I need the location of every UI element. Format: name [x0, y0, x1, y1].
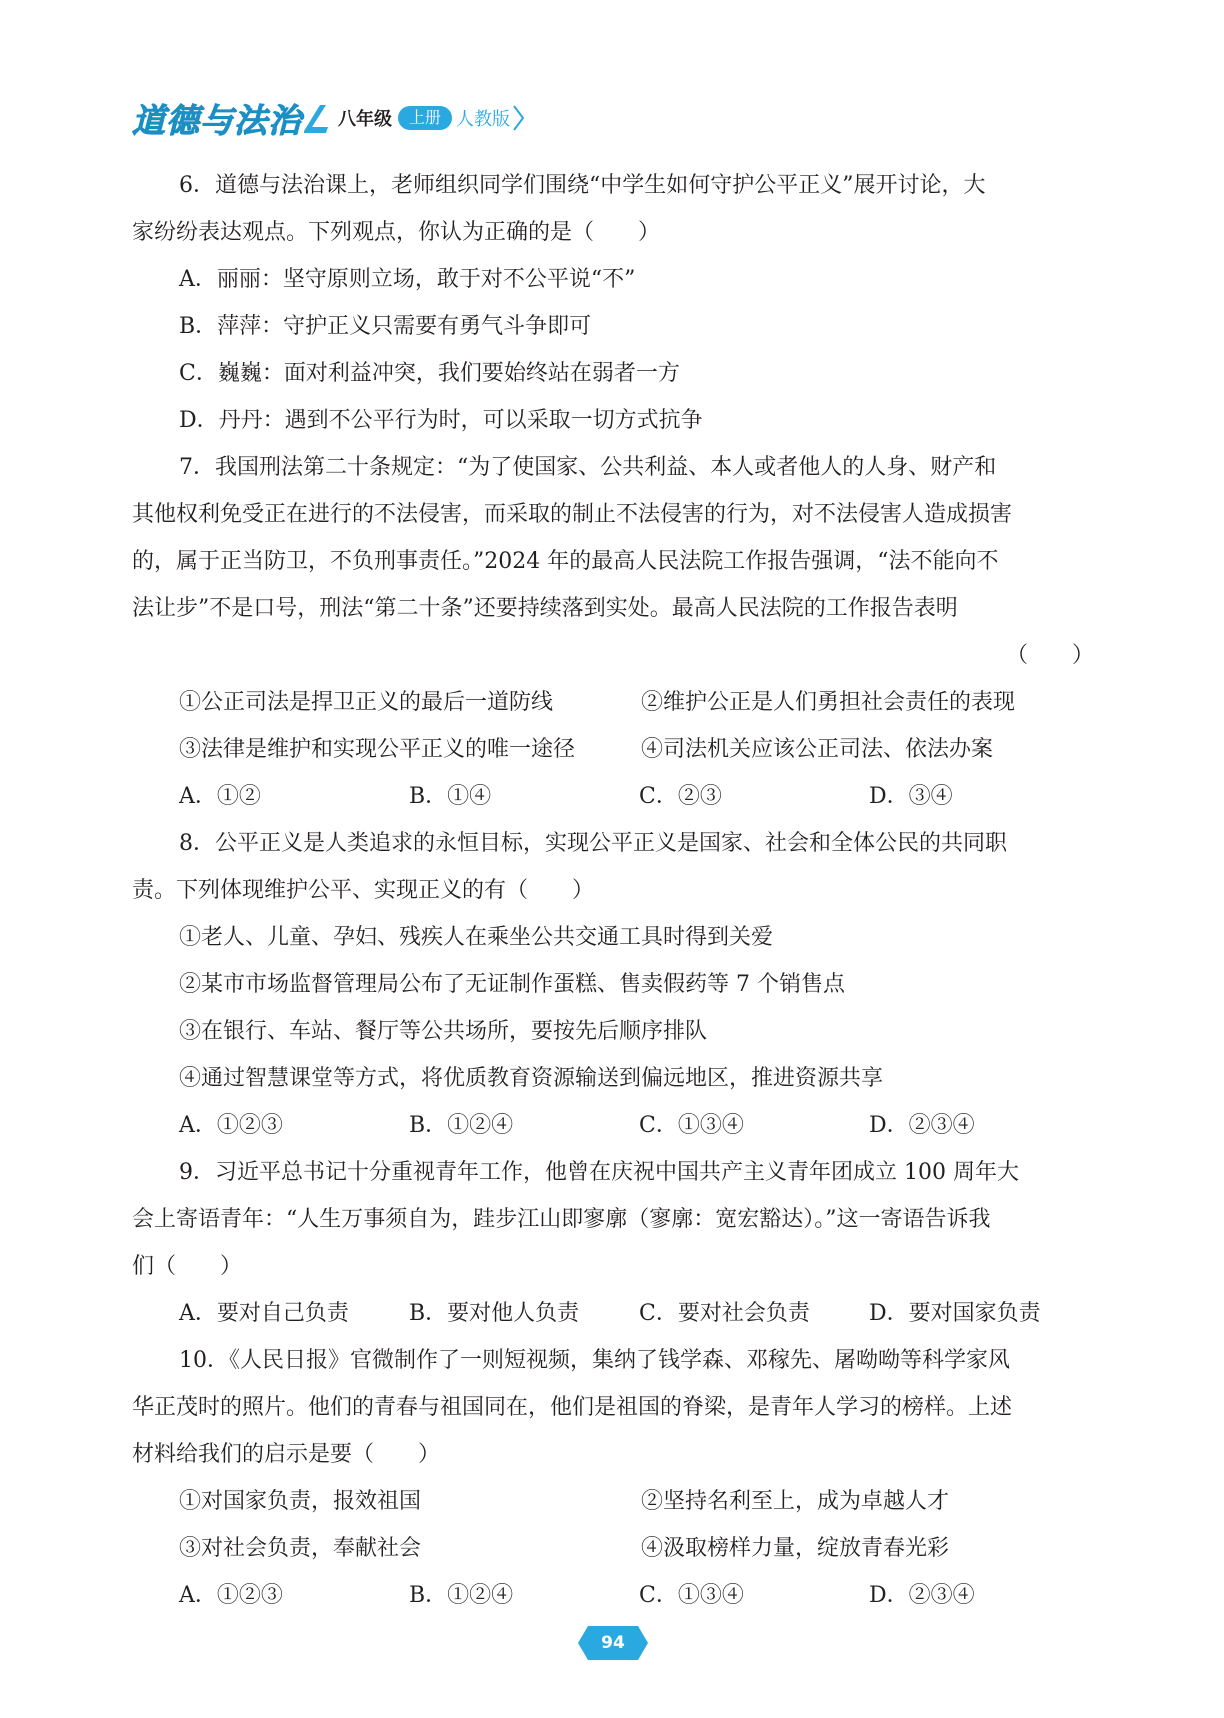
edition-label: 人教版 [456, 109, 511, 130]
page-header [132, 96, 526, 140]
q8-statement-4: ④通过智慧课堂等方式，将优质教育资源输送到偏远地区，推进资源共享 [179, 1066, 884, 1091]
q8-options [132, 1102, 1102, 1149]
q7-stem-line-2: 其他权利免受正在进行的不法侵害，而采取的制止不法侵害的行为，对不法侵害人造成损害 [132, 502, 1013, 527]
grade-label: 八年级 [338, 109, 392, 130]
q8-stem-line-2: 责。下列体现维护公平、实现正义的有（ ） [132, 878, 595, 903]
q6-stem-line-2: 家纷纷表达观点。下列观点，你认为正确的是（ ） [132, 220, 661, 245]
q10-statements-row-1 [132, 1478, 1102, 1525]
q10-statement-2: ②坚持名利至上，成为卓越人才 [641, 1489, 950, 1514]
q10-options [132, 1572, 1102, 1619]
q7-answer-bracket: （ ） [1005, 643, 1094, 668]
q10-stem-line-1: 10．《人民日报》官微制作了一则短视频，集纳了钱学森、邓稼先、屠呦呦等科学家风 [179, 1348, 1010, 1373]
q7-statements-row-2 [132, 726, 1102, 773]
q9-option-c: C．要对社会负责 [639, 1301, 810, 1326]
q7-option-c: C．②③ [639, 784, 722, 809]
q9-stem-line-1: 9．习近平总书记十分重视青年工作，他曾在庆祝中国共产主义青年团成立 100 周年大 [179, 1160, 1019, 1185]
q9-option-a: A．要对自己负责 [179, 1301, 349, 1326]
q10-option-b: B．①②④ [409, 1583, 514, 1608]
q10-statement-3: ③对社会负责，奉献社会 [179, 1536, 422, 1561]
q8-option-b: B．①②④ [409, 1113, 514, 1138]
q6-option-d: D．丹丹：遇到不公平行为时，可以采取一切方式抗争 [179, 408, 703, 433]
q8-stem-line-1: 8．公平正义是人类追求的永恒目标，实现公平正义是国家、社会和全体公民的共同职 [179, 831, 1007, 856]
q6-option-b: B．萍萍：守护正义只需要有勇气斗争即可 [179, 314, 592, 339]
q7-option-b: B．①④ [409, 784, 492, 809]
q10-option-a: A．①②③ [179, 1583, 283, 1608]
q9-stem-line-2: 会上寄语青年：“人生万事须自为，跬步江山即寥廓（寥廓：宽宏豁达）。”这一寄语告诉我 [132, 1207, 991, 1232]
brand-swoosh-icon [300, 101, 330, 135]
question-list [132, 162, 1102, 1619]
q7-statements-row-1 [132, 679, 1102, 726]
q8-statement-2: ②某市市场监督管理局公布了无证制作蛋糕、售卖假药等 7 个销售点 [179, 972, 845, 997]
q6-option-a: A．丽丽：坚守原则立场，敢于对不公平说“不” [179, 267, 636, 292]
page-number: 94 [601, 1633, 625, 1653]
q7-statement-2: ②维护公正是人们勇担社会责任的表现 [641, 690, 1016, 715]
brand-title: 道德与法治 [132, 100, 302, 140]
volume-badge: 上册 [398, 106, 452, 130]
q7-stem-line-1: 7．我国刑法第二十条规定：“为了使国家、公共利益、本人或者他人的人身、财产和 [179, 455, 997, 480]
q6-stem-line-1: 6．道德与法治课上，老师组织同学们围绕“中学生如何守护公平正义”展开讨论，大 [179, 173, 986, 198]
q7-option-a: A．①② [179, 784, 261, 809]
q8-statement-3: ③在银行、车站、餐厅等公共场所，要按先后顺序排队 [179, 1019, 708, 1044]
q10-statements-row-2 [132, 1525, 1102, 1572]
q7-option-d: D．③④ [869, 784, 953, 809]
q9-option-b: B．要对他人负责 [409, 1301, 580, 1326]
q7-statement-1: ①公正司法是捍卫正义的最后一道防线 [179, 690, 554, 715]
q8-option-d: D．②③④ [869, 1113, 975, 1138]
q8-option-c: C．①③④ [639, 1113, 744, 1138]
q7-statement-3: ③法律是维护和实现公平正义的唯一途径 [179, 737, 576, 762]
q7-options [132, 773, 1102, 820]
q10-option-c: C．①③④ [639, 1583, 744, 1608]
q7-stem-line-4: 法让步”不是口号，刑法“第二十条”还要持续落到实处。最高人民法院的工作报告表明 [132, 596, 958, 621]
q10-statement-4: ④汲取榜样力量，绽放青春光彩 [641, 1536, 950, 1561]
q8-statement-1: ①老人、儿童、孕妇、残疾人在乘坐公共交通工具时得到关爱 [179, 925, 774, 950]
q10-stem-line-3: 材料给我们的启示是要（ ） [132, 1442, 441, 1467]
q9-options [132, 1290, 1102, 1337]
q10-option-d: D．②③④ [869, 1583, 975, 1608]
q6-option-c: C．巍巍：面对利益冲突，我们要始终站在弱者一方 [179, 361, 680, 386]
q9-option-d: D．要对国家负责 [869, 1301, 1041, 1326]
q9-stem-line-3: 们（ ） [132, 1254, 243, 1279]
q10-stem-line-2: 华正茂时的照片。他们的青春与祖国同在，他们是祖国的脊梁，是青年人学习的榜样。上述 [132, 1395, 1013, 1420]
q8-option-a: A．①②③ [179, 1113, 283, 1138]
q7-stem-line-3: 的，属于正当防卫，不负刑事责任。”2024 年的最高人民法院工作报告强调，“法不能向不 [132, 549, 999, 574]
chevron-right-icon [512, 103, 526, 133]
q10-statement-1: ①对国家负责，报效祖国 [179, 1489, 422, 1514]
q7-statement-4: ④司法机关应该公正司法、依法办案 [641, 737, 994, 762]
